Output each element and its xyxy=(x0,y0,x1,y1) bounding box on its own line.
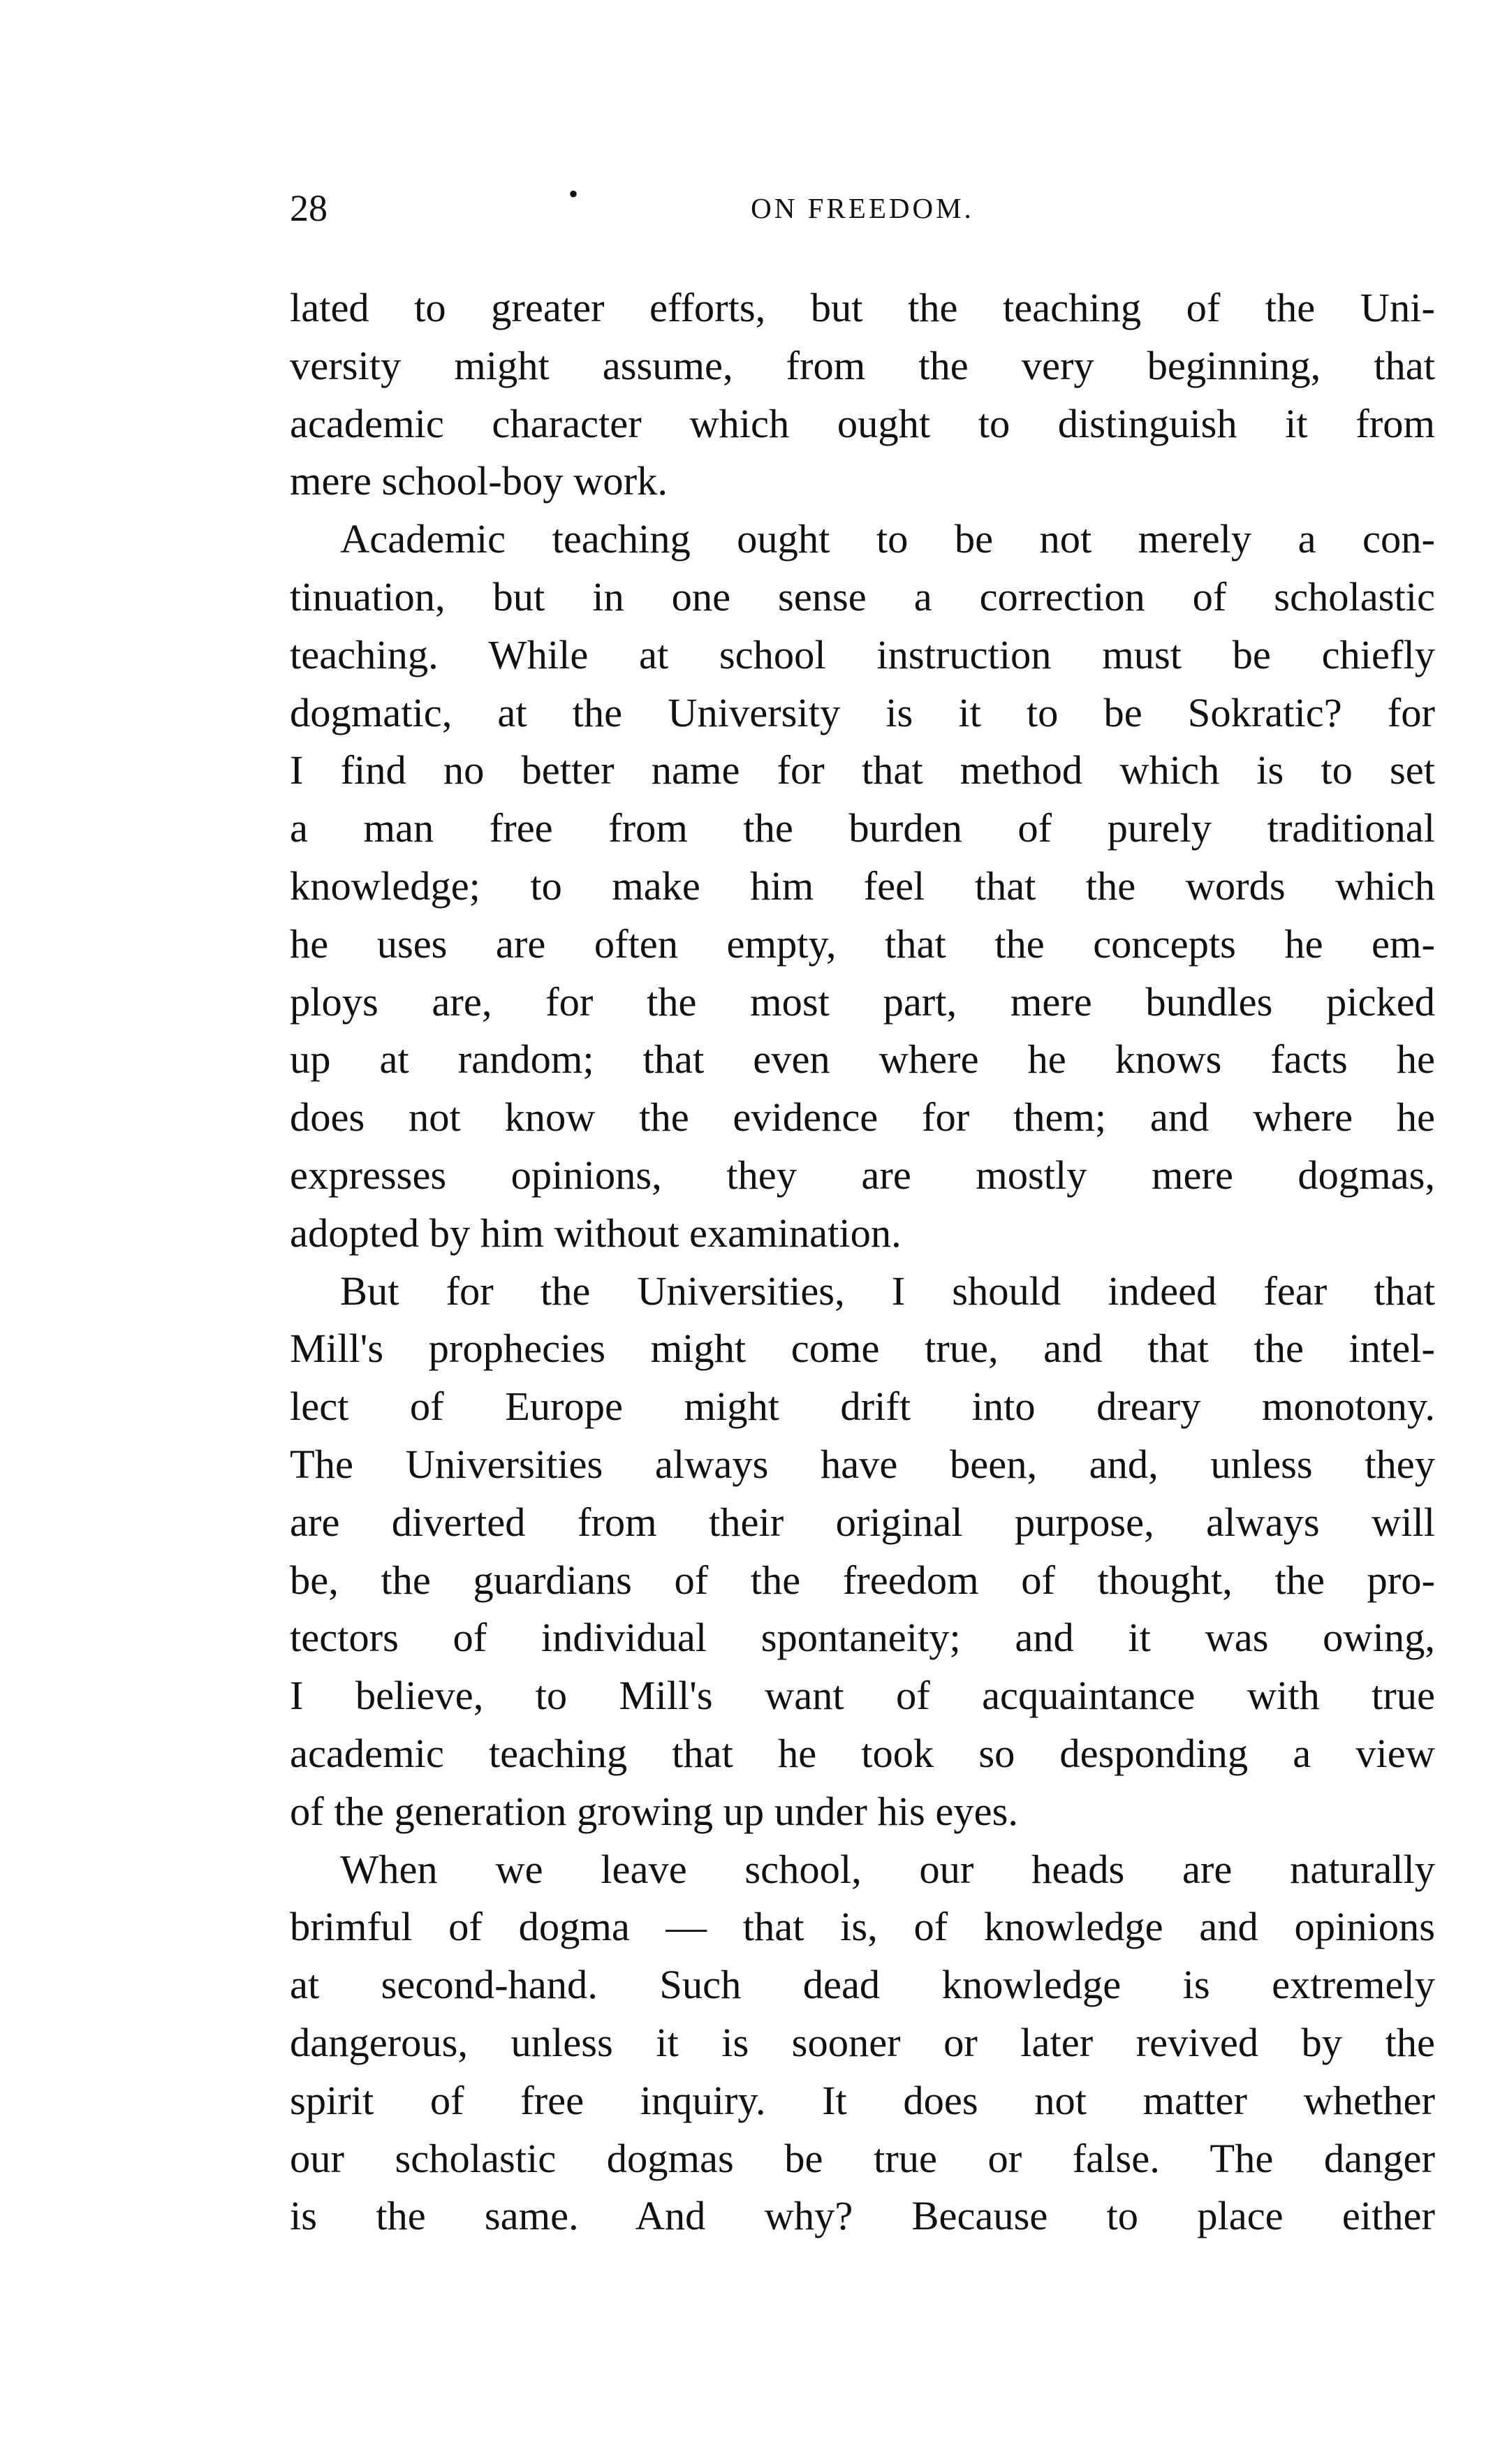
text-line: The Universities always have been, and, unless they xyxy=(290,1441,1435,1487)
text-line: be, the guardians of the freedom of thought, the pro- xyxy=(290,1557,1435,1603)
text-line: dangerous, unless it is sooner or later revived by the xyxy=(290,2019,1435,2065)
text-line: ploys are, for the most part, mere bundles picked xyxy=(290,978,1435,1025)
text-line: academic character which ought to distinguish it from xyxy=(290,400,1435,446)
text-line: our scholastic dogmas be true or false. The danger xyxy=(290,2135,1435,2181)
text-line: I find no better name for that method which is to set xyxy=(290,747,1435,793)
ink-dot-mark: • xyxy=(568,178,579,210)
running-head xyxy=(290,180,1435,236)
text-line: adopted by him without examination. xyxy=(290,1210,902,1256)
text-line: I believe, to Mill's want of acquaintance with true xyxy=(290,1673,1435,1719)
text-line: Mill's prophecies might come true, and that the intel- xyxy=(290,1326,1435,1372)
body-text xyxy=(290,279,1435,2245)
text-line: versity might assume, from the very beginning, that xyxy=(290,342,1435,388)
text-line: spirit of free inquiry. It does not matter whether xyxy=(290,2077,1435,2123)
page-number: 28 xyxy=(290,187,328,229)
text-line: teaching. While at school instruction must be chiefly xyxy=(290,631,1435,677)
text-line: tectors of individual spontaneity; and it was owing, xyxy=(290,1615,1435,1661)
text-line: at second-hand. Such dead knowledge is extremely xyxy=(290,1962,1435,2008)
text-line: brimful of dogma — that is, of knowledge and opinions xyxy=(290,1904,1435,1950)
text-line: lect of Europe might drift into dreary monotony. xyxy=(290,1384,1435,1430)
text-line: tinuation, but in one sense a correction of scholastic xyxy=(290,573,1435,619)
text-line: dogmatic, at the University is it to be Sokratic? for xyxy=(290,689,1435,735)
text-line: he uses are often empty, that the concepts he em- xyxy=(290,921,1435,967)
text-line: is the same. And why? Because to place either xyxy=(290,2193,1435,2239)
text-line: academic teaching that he took so desponding a view xyxy=(290,1730,1435,1776)
paragraph-first-line: But for the Universities, I should indeed fear that xyxy=(340,1268,1435,1314)
running-title: ON FREEDOM. xyxy=(751,192,974,224)
text-line: does not know the evidence for them; and where he xyxy=(290,1094,1435,1141)
text-line: expresses opinions, they are mostly mere dogmas, xyxy=(290,1152,1435,1198)
paragraph-first-line: When we leave school, our heads are naturally xyxy=(340,1846,1435,1892)
text-line: are diverted from their original purpose, always will xyxy=(290,1499,1435,1545)
text-line: mere school-boy work. xyxy=(290,458,668,504)
text-line: knowledge; to make him feel that the words which xyxy=(290,863,1435,909)
text-line: of the generation growing up under his eyes. xyxy=(290,1788,1018,1834)
text-line: up at random; that even where he knows facts he xyxy=(290,1036,1435,1083)
text-line: a man free from the burden of purely traditional xyxy=(290,805,1435,851)
paragraph-first-line: Academic teaching ought to be not merely a con- xyxy=(340,516,1435,562)
text-line: lated to greater efforts, but the teaching of the Uni- xyxy=(290,285,1435,330)
